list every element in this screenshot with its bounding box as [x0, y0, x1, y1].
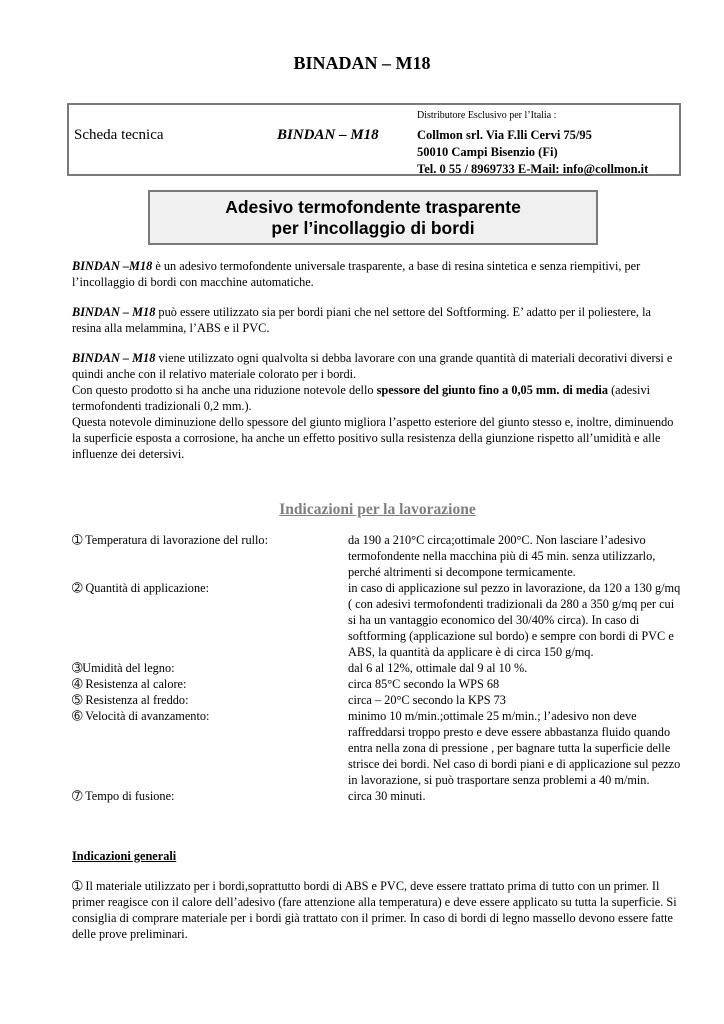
intro-paragraph-2: [72, 304, 682, 336]
processing-heading: Indicazioni per la lavorazione: [279, 501, 476, 518]
paragraph-text: viene utilizzato ogni qualvolta si debba lavorare con una grande quantità di materiali decorativi diversi e quindi anche con il relativo materiale colorato per i bordi.: [72, 351, 673, 381]
title-line-2: per l’incollaggio di bordi: [271, 218, 475, 238]
paragraph-text: può essere utilizzato sia per bordi piani che nel settore del Softforming. E’ adatto per il poliestere, la resina alla melammina, l’ABS e il PVC.: [72, 305, 651, 335]
document-title: BINADAN – M18: [293, 53, 431, 73]
spec-label: ➁ Quantità di applicazione:: [72, 581, 209, 595]
reduction-highlight: spessore del giunto fino a 0,05 mm. di media: [376, 383, 609, 397]
product-ref: BINDAN – M18: [72, 305, 156, 319]
spec-row-feed-speed: [72, 708, 684, 788]
product-ref: BINDAN – M18: [72, 351, 156, 365]
spec-value: circa – 20°C secondo la KPS 73: [348, 693, 506, 707]
product-title-box: [148, 190, 598, 245]
reduction-prefix: Con questo prodotto si ha anche una riduzione notevole dello: [72, 383, 377, 397]
company-contact-line: Tel. 0 55 / 8969733 E-Mail: info@collmon.it: [417, 162, 649, 176]
spec-label: ➄ Resistenza al freddo:: [72, 693, 189, 707]
spec-row-cold-resistance: [72, 692, 684, 708]
spec-row-melting-time: [72, 788, 684, 804]
intro-paragraph-3: [72, 350, 682, 462]
spec-value: dal 6 al 12%, ottimale dal 9 al 10 %.: [348, 661, 528, 675]
closing-text: Questa notevole diminuzione dello spessore del giunto migliora l’aspetto esteriore del giunto stesso e, inoltre, diminuendo la superficie esposta a corrosione, ha anche un effetto positivo sulla resistenza della giunzione rispetto all’umidità e alle influenze dei detersivi.: [72, 415, 674, 461]
spec-label: ➀ Temperatura di lavorazione del rullo:: [72, 533, 268, 547]
spec-row-humidity: [72, 660, 684, 676]
spec-row-temperature: [72, 532, 684, 580]
company-address-line: Collmon srl. Via F.lli Cervi 75/95: [417, 128, 592, 142]
product-name: BINDAN – M18: [277, 127, 379, 143]
general-paragraph-1: [72, 878, 682, 942]
general-text: ➀ Il materiale utilizzato per i bordi,soprattutto bordi di ABS e PVC, deve essere trattato prima di tutto con un primer. Il primer reagisce con il calore dell’adesivo (fare attenzione alla temperatura) e deve essere applicato su tutta la superficie. Si consiglia di comprare materiale per i bordi già trattato con il primer. In caso di bordi di legno massello devono essere fatte delle prove preliminari.: [72, 879, 677, 941]
product-ref: BINDAN –M18: [72, 259, 153, 273]
title-line-1: Adesivo termofondente trasparente: [225, 197, 521, 217]
header-box: [67, 103, 681, 176]
processing-list: [72, 532, 684, 804]
intro-paragraph-1: [72, 258, 682, 290]
distributor-note: Distributore Esclusivo per l’Italia :: [417, 110, 557, 121]
spec-label: ➃ Resistenza al calore:: [72, 677, 187, 691]
spec-label: ➅ Velocità di avanzamento:: [72, 709, 210, 723]
spec-row-quantity: [72, 580, 684, 660]
spec-value: circa 30 minuti.: [348, 789, 426, 803]
spec-label: ➂Umidità del legno:: [72, 661, 175, 675]
distributor-contact: [417, 127, 648, 178]
reduction-suffix: (adesivi termofondenti tradizionali 0,2 mm.).: [72, 383, 651, 413]
general-heading: Indicazioni generali: [72, 849, 177, 863]
paragraph-text: è un adesivo termofondente universale trasparente, a base di resina sintetica e senza riempitivi, per l’incollaggio di bordi con macchine automatiche.: [72, 259, 641, 289]
spec-value: circa 85°C secondo la WPS 68: [348, 677, 500, 691]
document-type-label: Scheda tecnica: [74, 127, 164, 143]
spec-value: in caso di applicazione sul pezzo in lavorazione, da 120 a 130 g/mq ( con adesivi termofondenti tradizionali da 280 a 350 g/mq per cui si ha un vantaggio economico del 30/40% circa). In caso di softforming (applicazione sul bordo) e sempre con bordi di PVC e ABS, la quantità da applicare è di circa 150 g/mq.: [348, 581, 681, 659]
spec-value: da 190 a 210°C circa;ottimale 200°C. Non lasciare l’adesivo termofondente nella macchina più di 45 min. senza utilizzarlo, perché altrimenti si decompone termicamente.: [348, 533, 656, 579]
spec-label: ➆ Tempo di fusione:: [72, 789, 175, 803]
spec-value: minimo 10 m/min.;ottimale 25 m/min.; l’adesivo non deve raffreddarsi troppo presto e deve essere abbastanza fluido quando entra nella zona di pressione , per bagnare tutta la superficie delle strisce dei bordi. Nel caso di bordi piani e di applicazione sul pezzo in lavorazione, si può trasportare senza problemi a 40 m/min.: [348, 709, 681, 787]
spec-row-heat-resistance: [72, 676, 684, 692]
company-city-line: 50010 Campi Bisenzio (Fi): [417, 145, 558, 159]
